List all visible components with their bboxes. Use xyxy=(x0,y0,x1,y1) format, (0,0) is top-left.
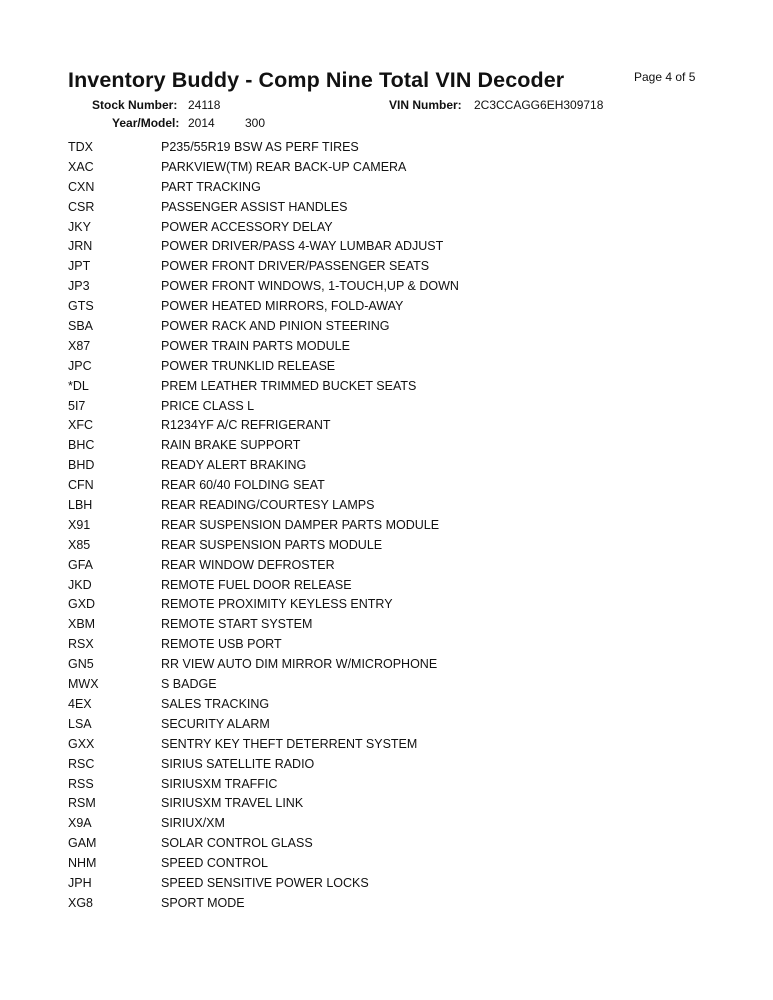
option-code: *DL xyxy=(68,378,89,393)
vin-number-value: 2C3CCAGG6EH309718 xyxy=(474,98,604,112)
option-row xyxy=(68,894,708,914)
option-description: REMOTE PROXIMITY KEYLESS ENTRY xyxy=(161,597,393,612)
option-code: RSM xyxy=(68,796,96,811)
option-code-list xyxy=(68,138,708,914)
option-code: X87 xyxy=(68,338,91,353)
option-description: SPORT MODE xyxy=(161,895,245,910)
option-description: RR VIEW AUTO DIM MIRROR W/MICROPHONE xyxy=(161,657,438,672)
option-description: POWER FRONT WINDOWS, 1-TOUCH,UP & DOWN xyxy=(161,279,459,294)
option-code: MWX xyxy=(68,677,99,692)
option-code: CXN xyxy=(68,179,95,194)
option-row xyxy=(68,695,708,715)
option-code: JPT xyxy=(68,259,91,274)
page-title: Inventory Buddy - Comp Nine Total VIN Decoder xyxy=(68,68,565,92)
option-code: JP3 xyxy=(68,279,90,294)
option-row xyxy=(68,635,708,655)
page-number: Page 4 of 5 xyxy=(634,70,696,84)
option-row xyxy=(68,357,708,377)
option-description: SIRIUS SATELLITE RADIO xyxy=(161,756,315,771)
option-row xyxy=(68,854,708,874)
option-row xyxy=(68,834,708,854)
option-code: GN5 xyxy=(68,657,94,672)
option-code: JPC xyxy=(68,358,92,373)
option-description: SECURITY ALARM xyxy=(161,716,270,731)
stock-number-label-text: Stock Number: xyxy=(92,98,178,112)
option-description: POWER FRONT DRIVER/PASSENGER SEATS xyxy=(161,259,430,274)
option-code: XG8 xyxy=(68,895,94,910)
option-row xyxy=(68,317,708,337)
option-code: SBA xyxy=(68,319,94,334)
option-description: PASSENGER ASSIST HANDLES xyxy=(161,199,348,214)
option-row xyxy=(68,874,708,894)
option-code: BHC xyxy=(68,438,95,453)
option-description: SPEED SENSITIVE POWER LOCKS xyxy=(161,875,369,890)
option-code: XFC xyxy=(68,418,93,433)
option-row xyxy=(68,178,708,198)
option-row xyxy=(68,715,708,735)
option-row xyxy=(68,595,708,615)
option-code: LSA xyxy=(68,716,92,731)
option-code: 5I7 xyxy=(68,398,86,413)
option-description: SOLAR CONTROL GLASS xyxy=(161,836,313,851)
option-row xyxy=(68,158,708,178)
option-code: CFN xyxy=(68,478,94,493)
option-row xyxy=(68,297,708,317)
option-code: JPH xyxy=(68,875,92,890)
option-description: POWER DRIVER/PASS 4-WAY LUMBAR ADJUST xyxy=(161,239,444,254)
option-row xyxy=(68,397,708,417)
option-code: RSX xyxy=(68,637,94,652)
option-row xyxy=(68,556,708,576)
option-description: POWER RACK AND PINION STEERING xyxy=(161,319,390,334)
option-row xyxy=(68,476,708,496)
option-description: REMOTE START SYSTEM xyxy=(161,617,313,632)
option-description: READY ALERT BRAKING xyxy=(161,458,307,473)
option-row xyxy=(68,198,708,218)
option-code: GXD xyxy=(68,597,96,612)
option-description: SALES TRACKING xyxy=(161,696,270,711)
option-code: X9A xyxy=(68,816,92,831)
option-row xyxy=(68,237,708,257)
option-description: REAR READING/COURTESY LAMPS xyxy=(161,498,375,513)
option-code: X91 xyxy=(68,517,91,532)
option-code: X85 xyxy=(68,537,91,552)
option-row xyxy=(68,735,708,755)
vin-number-label xyxy=(389,98,462,112)
year-model-label-text: Year/Model: xyxy=(112,116,180,130)
option-code: RSS xyxy=(68,776,94,791)
option-row xyxy=(68,416,708,436)
option-row xyxy=(68,456,708,476)
option-description: REMOTE USB PORT xyxy=(161,637,282,652)
option-row xyxy=(68,655,708,675)
option-row xyxy=(68,775,708,795)
option-row xyxy=(68,794,708,814)
option-code: RSC xyxy=(68,756,95,771)
option-code: GAM xyxy=(68,836,97,851)
option-row xyxy=(68,138,708,158)
option-row xyxy=(68,496,708,516)
option-row xyxy=(68,576,708,596)
option-code: GTS xyxy=(68,299,94,314)
option-description: RAIN BRAKE SUPPORT xyxy=(161,438,301,453)
option-row xyxy=(68,615,708,635)
option-description: POWER TRAIN PARTS MODULE xyxy=(161,338,350,353)
option-description: PARKVIEW(TM) REAR BACK-UP CAMERA xyxy=(161,159,407,174)
option-code: 4EX xyxy=(68,696,92,711)
option-description: POWER HEATED MIRRORS, FOLD-AWAY xyxy=(161,299,404,314)
option-description: REAR 60/40 FOLDING SEAT xyxy=(161,478,325,493)
option-code: XAC xyxy=(68,159,94,174)
option-code: GFA xyxy=(68,557,94,572)
option-row xyxy=(68,436,708,456)
option-row xyxy=(68,755,708,775)
option-code: JKY xyxy=(68,219,91,234)
option-description: SIRIUSXM TRAFFIC xyxy=(161,776,278,791)
option-description: SPEED CONTROL xyxy=(161,856,268,871)
option-description: REMOTE FUEL DOOR RELEASE xyxy=(161,577,352,592)
option-description: SIRIUSXM TRAVEL LINK xyxy=(161,796,304,811)
model-value: 300 xyxy=(245,116,266,130)
option-code: XBM xyxy=(68,617,96,632)
option-description: REAR SUSPENSION PARTS MODULE xyxy=(161,537,383,552)
option-row xyxy=(68,675,708,695)
option-description: POWER ACCESSORY DELAY xyxy=(161,219,333,234)
option-description: S BADGE xyxy=(161,677,217,692)
option-description: R1234YF A/C REFRIGERANT xyxy=(161,418,331,433)
option-description: PRICE CLASS L xyxy=(161,398,255,413)
option-row xyxy=(68,536,708,556)
option-row xyxy=(68,814,708,834)
option-description: PREM LEATHER TRIMMED BUCKET SEATS xyxy=(161,378,417,393)
option-row xyxy=(68,257,708,277)
option-description: PART TRACKING xyxy=(161,179,261,194)
option-row xyxy=(68,516,708,536)
option-description: POWER TRUNKLID RELEASE xyxy=(161,358,336,373)
option-code: LBH xyxy=(68,498,93,513)
option-row xyxy=(68,377,708,397)
option-description: REAR WINDOW DEFROSTER xyxy=(161,557,335,572)
option-row xyxy=(68,277,708,297)
option-code: GXX xyxy=(68,736,95,751)
option-description: SIRIUX/XM xyxy=(161,816,225,831)
option-description: P235/55R19 BSW AS PERF TIRES xyxy=(161,140,359,154)
year-value: 2014 xyxy=(188,116,215,130)
option-row xyxy=(68,337,708,357)
vin-number-label-text: VIN Number: xyxy=(389,98,462,112)
option-code: JKD xyxy=(68,577,92,592)
option-code: CSR xyxy=(68,199,95,214)
stock-number-label xyxy=(92,98,177,112)
year-model-label xyxy=(112,116,179,130)
option-row xyxy=(68,218,708,238)
option-code: BHD xyxy=(68,458,95,473)
option-code: TDX xyxy=(68,140,93,154)
option-code: NHM xyxy=(68,856,97,871)
option-description: SENTRY KEY THEFT DETERRENT SYSTEM xyxy=(161,736,418,751)
option-description: REAR SUSPENSION DAMPER PARTS MODULE xyxy=(161,517,440,532)
stock-number-value: 24118 xyxy=(188,98,221,112)
option-code: JRN xyxy=(68,239,93,254)
